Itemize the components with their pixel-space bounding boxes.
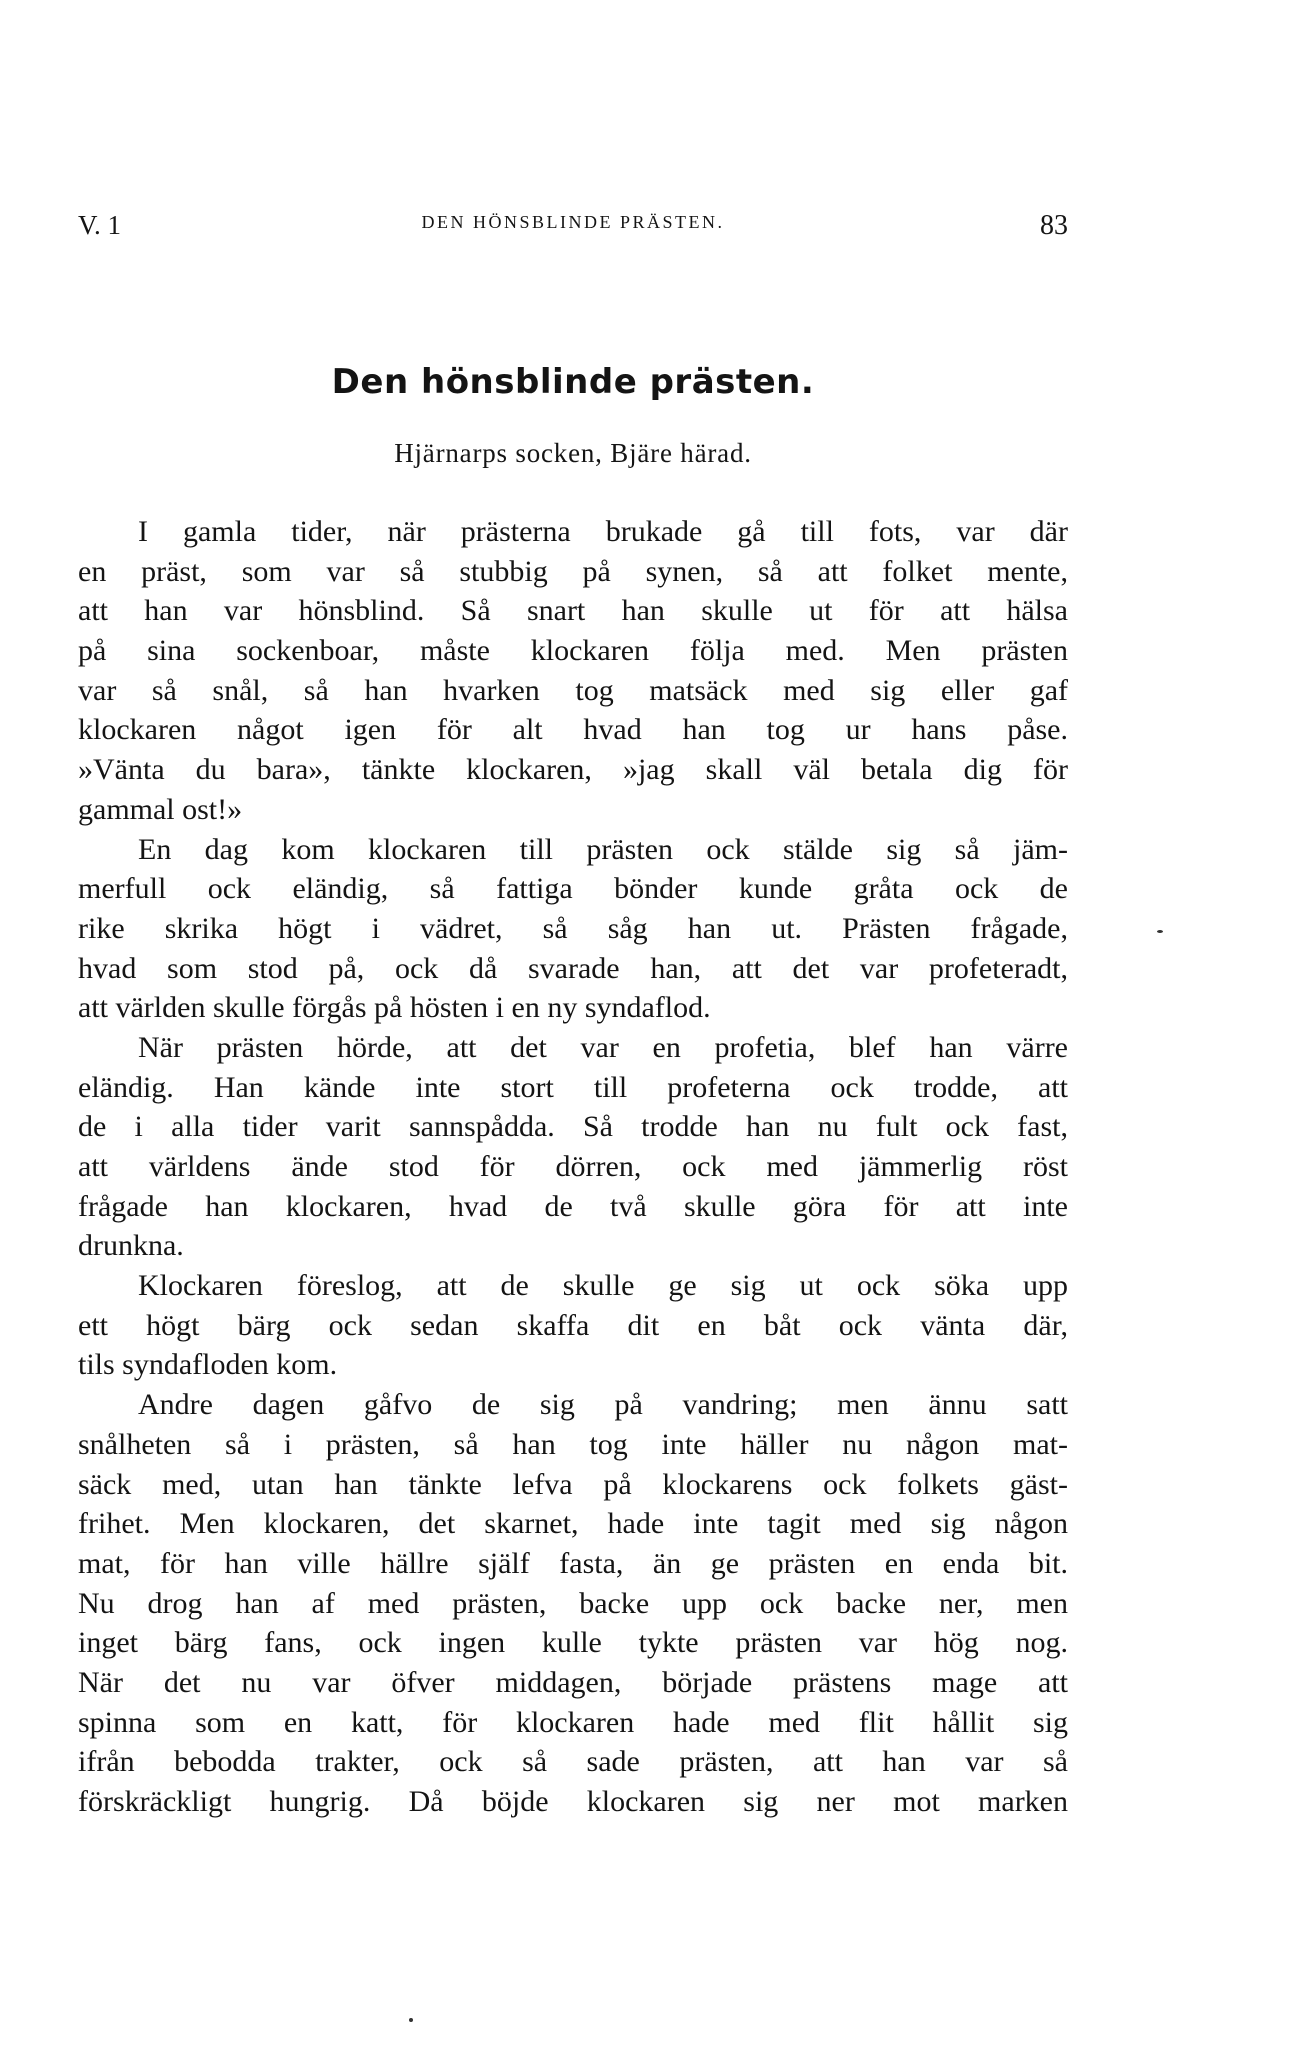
text-line: rike skrika högt i vädret, så såg han ut. Prästen frågade, (78, 911, 1068, 945)
text-line: de i alla tider varit sannspådda. Så trodde han nu fult ock fast, (78, 1110, 1068, 1144)
text-line: En dag kom klockaren till prästen ock stälde sig så jäm- (138, 832, 1068, 866)
text-line: var så snål, så han hvarken tog matsäck med sig eller gaf (78, 673, 1068, 707)
text-line: att han var hönsblind. Så snart han skulle ut för att hälsa (78, 594, 1068, 628)
running-head (78, 210, 1068, 250)
text-line: tils syndafloden kom. (78, 1348, 338, 1382)
text-line: Andre dagen gåfvo de sig på vandring; men ännu satt (138, 1388, 1068, 1422)
text-line: »Vänta du bara», tänkte klockaren, »jag skall väl betala dig för (78, 753, 1068, 787)
story-title: Den hönsblinde prästen. (331, 362, 815, 402)
text-line: Klockaren föreslog, att de skulle ge sig ut ock söka upp (138, 1269, 1068, 1303)
text-line: spinna som en katt, för klockaren hade med flit hållit sig (78, 1705, 1068, 1739)
text-line: säck med, utan han tänkte lefva på klockarens ock folkets gäst- (78, 1467, 1068, 1501)
print-speck (409, 2018, 413, 2022)
story-location: Hjärnarps socken, Bjäre härad. (394, 438, 752, 468)
text-line: gammal ost!» (78, 792, 243, 826)
text-line: klockaren något igen för alt hvad han tog ur hans påse. (78, 713, 1068, 747)
text-line: merfull ock eländig, så fattiga bönder kunde gråta ock de (78, 872, 1068, 906)
text-line: frihet. Men klockaren, det skarnet, hade inte tagit med sig någon (78, 1507, 1068, 1541)
text-line: eländig. Han kände inte stort till profeterna ock trodde, att (78, 1070, 1068, 1104)
text-line: ett högt bärg ock sedan skaffa dit en båt ock vänta där, (78, 1308, 1068, 1342)
text-line: förskräckligt hungrig. Då böjde klockaren sig ner mot marken (78, 1785, 1068, 1818)
text-line: När prästen hörde, att det var en profetia, blef han värre (138, 1030, 1068, 1064)
text-line: snålheten så i prästen, så han tog inte häller nu någon mat- (78, 1427, 1068, 1461)
text-line: I gamla tider, när prästerna brukade gå till fots, var där (138, 515, 1068, 548)
text-line: Nu drog han af med prästen, backe upp ock backe ner, men (78, 1586, 1068, 1620)
volume-marker: V. 1 (78, 210, 122, 240)
text-line: frågade han klockaren, hvad de två skulle göra för att inte (78, 1189, 1068, 1223)
text-line: hvad som stod på, ock då svarade han, att det var profeteradt, (78, 951, 1068, 985)
text-line: När det nu var öfver middagen, började prästens mage att (78, 1665, 1068, 1699)
text-line: drunkna. (78, 1229, 184, 1263)
text-line: mat, för han ville hällre själf fasta, än ge prästen en enda bit. (78, 1546, 1068, 1580)
body-text (78, 512, 1068, 1822)
print-speck (1157, 930, 1163, 933)
text-line: på sina sockenboar, måste klockaren följa med. Men prästen (78, 634, 1068, 668)
text-line: en präst, som var så stubbig på synen, så att folket mente, (78, 554, 1068, 588)
text-line: inget bärg fans, ock ingen kulle tykte prästen var hög nog. (78, 1626, 1068, 1660)
text-line: att världen skulle förgås på hösten i en ny syndaflod. (78, 991, 711, 1025)
page-number: 83 (1040, 210, 1068, 241)
text-line: ifrån bebodda trakter, ock så sade prästen, att han var så (78, 1745, 1068, 1779)
running-title: DEN HÖNSBLINDE PRÄSTEN. (421, 212, 725, 232)
text-line: att världens ände stod för dörren, ock med jämmerlig röst (78, 1150, 1068, 1183)
